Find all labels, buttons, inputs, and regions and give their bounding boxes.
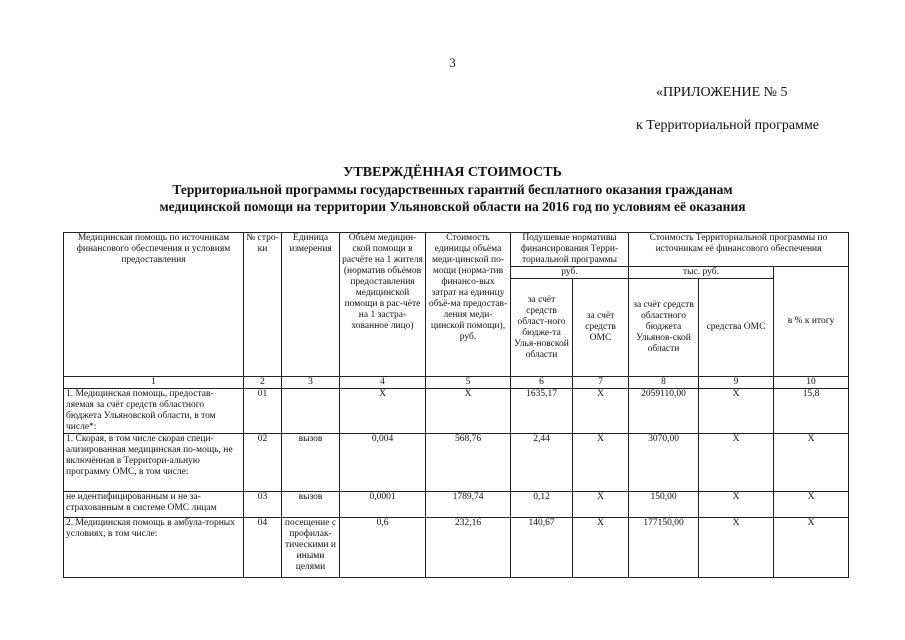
- row-number: 02: [244, 434, 282, 492]
- row-unit: вызов: [282, 434, 340, 492]
- row-number: 04: [244, 518, 282, 578]
- row-cost-budget: 150,00: [629, 492, 699, 518]
- row-number: 01: [244, 389, 282, 434]
- column-number: 6: [511, 377, 573, 389]
- header-per-capita-unit: руб.: [511, 267, 629, 279]
- row-per-capita-oms: Х: [573, 492, 629, 518]
- header-cost-unit: тыс. руб.: [629, 267, 774, 279]
- row-cost-percent: Х: [774, 518, 849, 578]
- row-volume: 0,6: [340, 518, 426, 578]
- column-number: 5: [426, 377, 511, 389]
- header-unit: Единица измерения: [282, 233, 340, 377]
- column-number: 7: [573, 377, 629, 389]
- row-name: 1. Медицинская помощь, предостав-ляемая за счёт средств областного бюджета Ульяновской области, в том числе*:: [64, 389, 244, 434]
- row-cost-budget: 2059110,00: [629, 389, 699, 434]
- header-per-capita-group: Подушевые нормативы финансирования Терри-ториальной программы: [511, 233, 629, 267]
- row-unit: посещение с профилак-тическими и иными целями: [282, 518, 340, 578]
- row-cost-budget: 3070,00: [629, 434, 699, 492]
- row-per-capita-oms: Х: [573, 518, 629, 578]
- row-cost-budget: 177150,00: [629, 518, 699, 578]
- column-number: 2: [244, 377, 282, 389]
- row-unit-cost: Х: [426, 389, 511, 434]
- row-cost-percent: Х: [774, 492, 849, 518]
- row-per-capita-oms: Х: [573, 434, 629, 492]
- row-unit-cost: 232,16: [426, 518, 511, 578]
- heading-line-2: Территориальной программы государственных гарантий бесплатного оказания гражданам: [172, 182, 733, 197]
- row-per-capita-budget: 0,12: [511, 492, 573, 518]
- cost-table: [63, 232, 849, 578]
- header-per-capita-oms: за счёт средств ОМС: [573, 279, 629, 377]
- row-volume: Х: [340, 389, 426, 434]
- column-number: 3: [282, 377, 340, 389]
- row-name: не идентифицированным и не за-страхованным в системе ОМС лицам: [64, 492, 244, 518]
- row-name: 2. Медицинская помощь в амбула-торных условиях, в том числе:: [64, 518, 244, 578]
- annex-title: «ПРИЛОЖЕНИЕ № 5: [656, 85, 788, 100]
- column-number: 8: [629, 377, 699, 389]
- header-cost-oms: средства ОМС: [699, 279, 774, 377]
- header-per-capita-budget: за счёт средств област-ного бюдже-та Улья-новской области: [511, 279, 573, 377]
- row-cost-oms: Х: [699, 434, 774, 492]
- row-unit-cost: 1789,74: [426, 492, 511, 518]
- row-per-capita-budget: 2,44: [511, 434, 573, 492]
- row-cost-oms: Х: [699, 492, 774, 518]
- row-per-capita-budget: 140,67: [511, 518, 573, 578]
- table-row: [64, 434, 849, 492]
- page-number: 3: [449, 55, 456, 70]
- header-row-number: № стро-ки: [244, 233, 282, 377]
- row-unit: вызов: [282, 492, 340, 518]
- header-cost-group: Стоимость Территориальной программы по источникам её финансового обеспечения: [629, 233, 849, 267]
- header-name: Медицинская помощь по источникам финансового обеспечения и условиям предоставления: [64, 233, 244, 377]
- column-number: 1: [64, 377, 244, 389]
- row-per-capita-budget: 1635,17: [511, 389, 573, 434]
- document-heading: [0, 164, 905, 215]
- row-cost-percent: Х: [774, 434, 849, 492]
- table-row: [64, 518, 849, 578]
- heading-line-1: УТВЕРЖДЁННАЯ СТОИМОСТЬ: [343, 165, 562, 180]
- header-volume: Объём медицин-ской помощи в расчёте на 1 жителя (норматив объёмов предоставления медицинской помощи в рас-чёте на 1 застра-хованное лицо): [340, 233, 426, 377]
- column-number: 4: [340, 377, 426, 389]
- row-cost-oms: Х: [699, 389, 774, 434]
- row-cost-oms: Х: [699, 518, 774, 578]
- row-volume: 0,0001: [340, 492, 426, 518]
- row-volume: 0,004: [340, 434, 426, 492]
- heading-line-3: медицинской помощи на территории Ульяновской области на 2016 год по условиям её оказания: [159, 199, 746, 214]
- header-cost-percent: в % к итогу: [774, 267, 849, 377]
- column-number: 10: [774, 377, 849, 389]
- header-cost-budget: за счёт средств областного бюджета Ульянов-ской области: [629, 279, 699, 377]
- row-per-capita-oms: Х: [573, 389, 629, 434]
- row-unit: [282, 389, 340, 434]
- table-row: [64, 492, 849, 518]
- row-name: 1. Скорая, в том числе скорая специ-ализированная медицинская по-мощь, не включённая в Территори-альную программу ОМС, в том числе:: [64, 434, 244, 492]
- row-unit-cost: 568,76: [426, 434, 511, 492]
- header-unit-cost: Стоимость единицы объёма меди-цинской по-мощи (норма-тив финансо-вых затрат на единицу объё-ма предостав-ления меди-цинской помощи), руб.: [426, 233, 511, 377]
- annex-subtitle: к Территориальной программе: [636, 118, 820, 133]
- row-number: 03: [244, 492, 282, 518]
- row-cost-percent: 15,8: [774, 389, 849, 434]
- table-row: [64, 389, 849, 434]
- column-number: 9: [699, 377, 774, 389]
